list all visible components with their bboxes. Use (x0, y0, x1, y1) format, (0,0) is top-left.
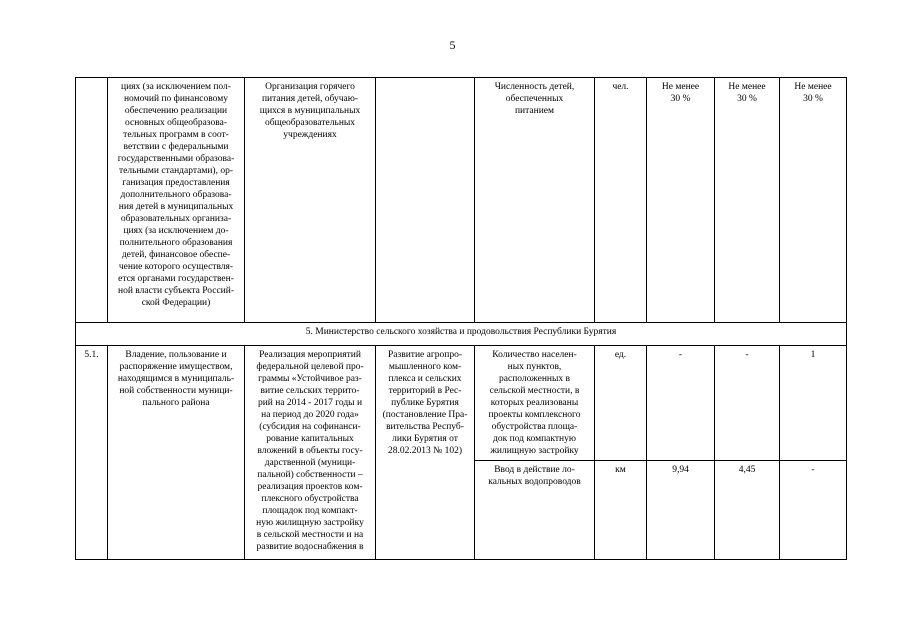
cell-indicator: Ввод в действие ло- кальных водопроводов (475, 461, 595, 560)
table-row-continuation (76, 78, 847, 323)
cell-unit: чел. (595, 78, 647, 323)
cell-unit: км (595, 461, 647, 560)
cell-value-3: Не менее 30 % (780, 78, 847, 323)
cell-value-1: 9,94 (647, 461, 715, 560)
cell-number (76, 78, 108, 323)
cell-indicator: Количество населен- ных пунктов, расположенных в сельской местности, в которых реализованы проекты комплексного обустройства площа- док под компактную жилищную застройку (475, 346, 595, 461)
cell-program: Развитие агропро- мышленного ком- плекса и сельских территорий в Рес- публике Бурятия (постановление Пра- вительства Респуб- лики Бурятия от 28.02.2013 № 102) (376, 346, 475, 560)
cell-number: 5.1. (76, 346, 108, 560)
section-row (76, 323, 847, 346)
cell-authority: Владение, пользование и распоряжение имуществом, находящимся в муниципаль- ной собственности муници- пального района (108, 346, 245, 560)
program-indicators-table (75, 77, 847, 560)
cell-value-2: Не менее 30 % (715, 78, 780, 323)
cell-value-3: - (780, 461, 847, 560)
cell-indicator: Численность детей, обеспеченных питанием (475, 78, 595, 323)
section-title: 5. Министерство сельского хозяйства и продовольствия Республики Бурятия (76, 323, 847, 346)
cell-authority: циях (за исключением пол- номочий по финансовому обеспечению реализации основных общеобразова- тельных программ в соот- ветствии с федеральными государственными образова- тельными стандартами), ор- ганизация предоставления дополнительного образова- ния детей в муниципальных образовательных организа- циях (за исключением до- полнительного образования детей, финансовое обеспе- чение которого осуществля- ется органами государствен- ной власти субъекта Россий- ской Федерации) (108, 78, 245, 323)
cell-value-3: 1 (780, 346, 847, 461)
cell-unit: ед. (595, 346, 647, 461)
cell-measure: Организация горячего питания детей, обучаю- щихся в муниципальных общеобразовательных учреждениях (245, 78, 376, 323)
cell-value-1: Не менее 30 % (647, 78, 715, 323)
cell-value-2: 4,45 (715, 461, 780, 560)
table-row-5-1-a (76, 346, 847, 461)
cell-measure: Реализация мероприятий федеральной целевой про- граммы «Устойчивое раз- витие сельских террито- рий на 2014 - 2017 годы и на период до 2020 года» (субсидия на софинанси- рование капитальных вложений в объекты госу- дарственной (муници- пальной) собственности – реализация проектов ком- плексного обустройства площадок под компакт- ную жилищную застройку в сельской местности и на развитие водоснабжения в (245, 346, 376, 560)
cell-value-1: - (647, 346, 715, 461)
cell-program (376, 78, 475, 323)
cell-value-2: - (715, 346, 780, 461)
page-number: 5 (449, 38, 456, 52)
